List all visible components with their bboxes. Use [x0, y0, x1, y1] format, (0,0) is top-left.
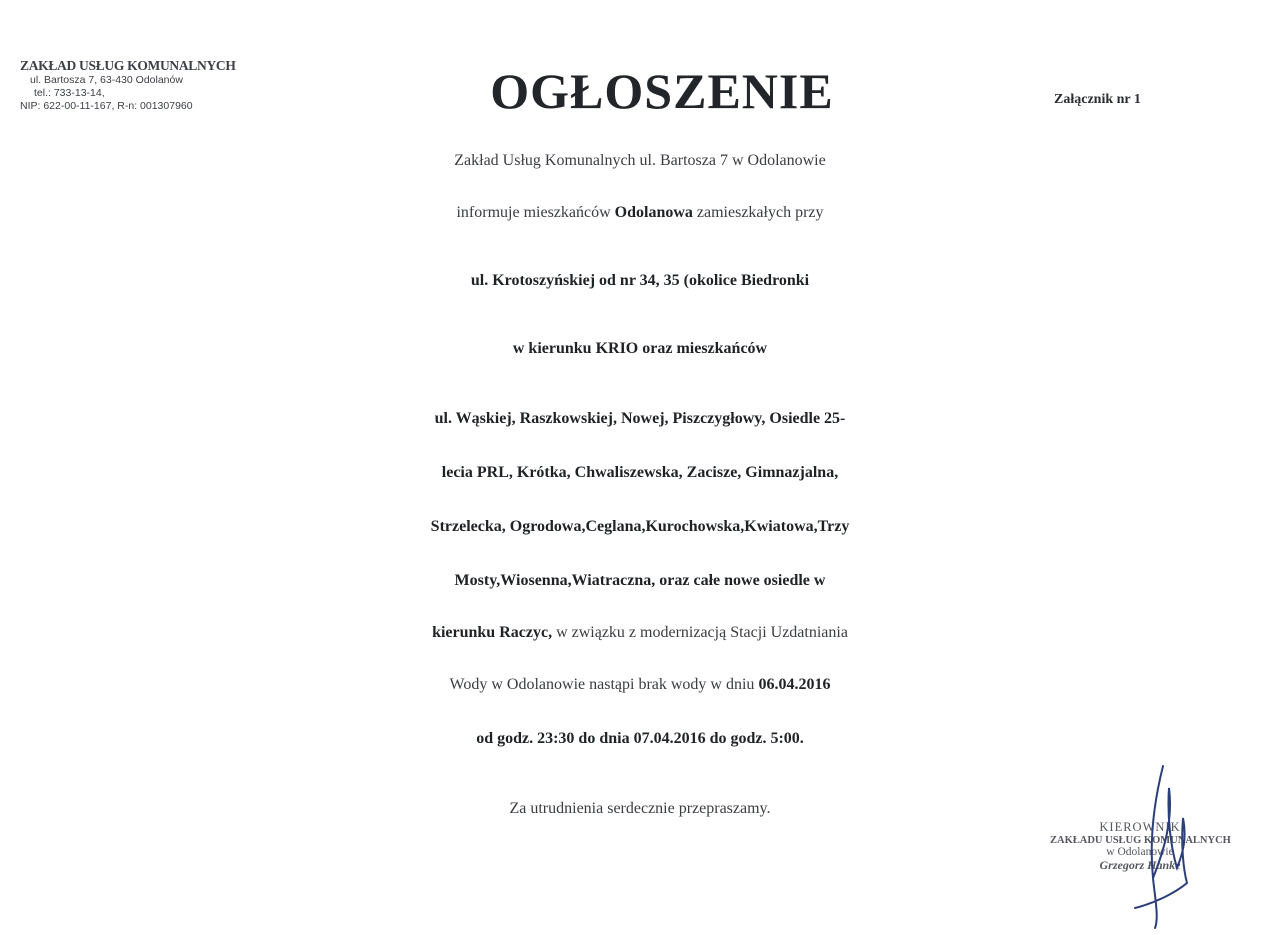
stamp-address: ul. Bartosza 7, 63-430 Odolanów [30, 74, 183, 86]
stamp-company-name: ZAKŁAD USŁUG KOMUNALNYCH [20, 58, 236, 73]
attachment-label: Załącznik nr 1 [1054, 92, 1141, 107]
handwritten-signature-icon [1125, 758, 1205, 933]
body-line-12: Za utrudnienia serdecznie przepraszamy. [509, 800, 771, 817]
body-line-6: lecia PRL, Krótka, Chwaliszewska, Zacisze, Gimnazjalna, [441, 464, 839, 481]
signature-name: Grzegorz Hanke [1099, 858, 1181, 872]
body-line-9: kierunku Raczyc, w związku z modernizacją Stacji Uzdatniania [432, 624, 848, 641]
body-line-7: Strzelecka, Ogrodowa,Ceglana,Kurochowska,Kwiatowa,Trzy [430, 518, 850, 535]
signature-place: w Odolanowie [1106, 846, 1174, 858]
body-line-8: Mosty,Wiosenna,Wiatraczna, oraz całe nowe osiedle w [454, 572, 826, 589]
page-title: OGŁOSZENIE [490, 63, 834, 119]
body-line-5: ul. Wąskiej, Raszkowskiej, Nowej, Piszczygłowy, Osiedle 25- [434, 410, 846, 427]
signature-org: ZAKŁADU USŁUG KOMUNALNYCH [1050, 835, 1231, 846]
stamp-phone: tel.: 733-13-14, [34, 87, 105, 99]
body-line-1: Zakład Usług Komunalnych ul. Bartosza 7 w Odolanowie [454, 152, 826, 169]
body-line-10: Wody w Odolanowie nastąpi brak wody w dniu 06.04.2016 [449, 676, 831, 693]
signature-role: KIEROWNIK [1099, 820, 1181, 834]
stamp-ids: NIP: 622-00-11-167, R-n: 001307960 [20, 100, 193, 112]
body-line-11: od godz. 23:30 do dnia 07.04.2016 do godz. 5:00. [476, 730, 804, 747]
body-line-4: w kierunku KRIO oraz mieszkańców [512, 340, 768, 357]
body-line-3: ul. Krotoszyńskiej od nr 34, 35 (okolice Biedronki [470, 272, 810, 289]
body-line-2: informuje mieszkańców Odolanowa zamieszkałych przy [456, 204, 824, 221]
